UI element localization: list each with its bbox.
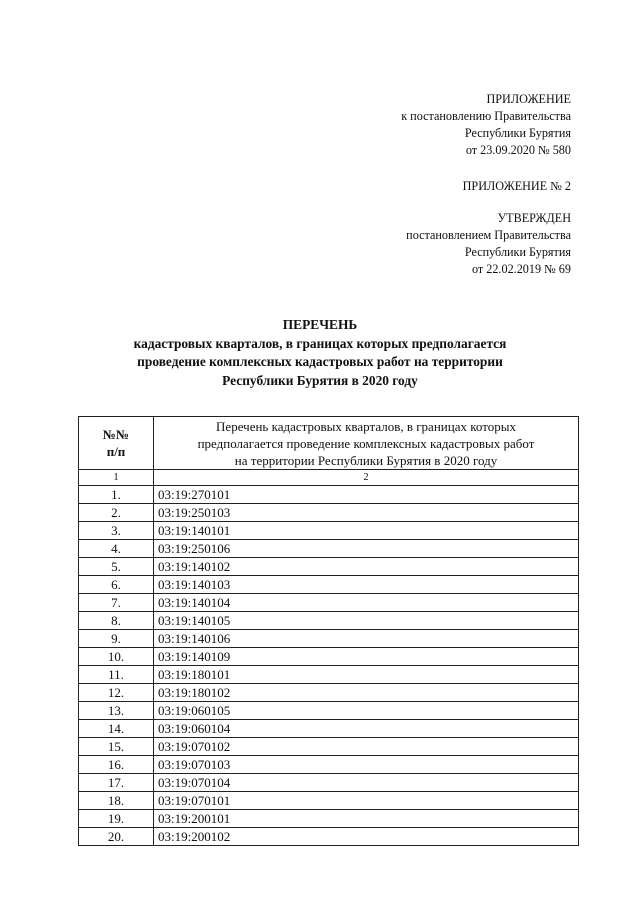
table-row bbox=[79, 576, 579, 594]
table-row bbox=[79, 594, 579, 612]
table-row bbox=[79, 540, 579, 558]
row-number-cell: 14. bbox=[79, 720, 154, 738]
table-row bbox=[79, 828, 579, 846]
cadastral-code-cell: 03:19:070104 bbox=[154, 774, 579, 792]
cadastral-code-cell: 03:19:060105 bbox=[154, 702, 579, 720]
table-row bbox=[79, 504, 579, 522]
row-number-cell: 6. bbox=[79, 576, 154, 594]
cadastral-code-cell: 03:19:180102 bbox=[154, 684, 579, 702]
cadastral-code-cell: 03:19:070102 bbox=[154, 738, 579, 756]
row-number-cell: 13. bbox=[79, 702, 154, 720]
row-number-cell: 20. bbox=[79, 828, 154, 846]
column-number-2: 2 bbox=[154, 470, 579, 486]
row-number-cell: 4. bbox=[79, 540, 154, 558]
row-number-cell: 12. bbox=[79, 684, 154, 702]
approved-block bbox=[406, 210, 571, 278]
appendix-block bbox=[401, 91, 571, 159]
cadastral-quarters-table bbox=[78, 416, 579, 846]
cadastral-code-cell: 03:19:060104 bbox=[154, 720, 579, 738]
table-row bbox=[79, 684, 579, 702]
column-number-row bbox=[79, 470, 579, 486]
table-row bbox=[79, 792, 579, 810]
column-header-quarters-line-2: предполагается проведение комплексных кадастровых работ bbox=[197, 435, 535, 451]
appendix-2-block bbox=[463, 178, 571, 195]
row-number-cell: 8. bbox=[79, 612, 154, 630]
table-row bbox=[79, 612, 579, 630]
row-number-cell: 5. bbox=[79, 558, 154, 576]
cadastral-code-cell: 03:19:250103 bbox=[154, 504, 579, 522]
table-header-row bbox=[79, 417, 579, 470]
table-row bbox=[79, 522, 579, 540]
document-title-line-4: Республики Бурятия в 2020 году bbox=[222, 372, 418, 388]
appendix-2-title: ПРИЛОЖЕНИЕ № 2 bbox=[462, 179, 571, 193]
cadastral-code-cell: 03:19:200102 bbox=[154, 828, 579, 846]
column-header-number-line-1: №№ bbox=[102, 427, 130, 442]
row-number-cell: 7. bbox=[79, 594, 154, 612]
cadastral-code-cell: 03:19:140106 bbox=[154, 630, 579, 648]
appendix-line-3: от 23.09.2020 № 580 bbox=[465, 143, 571, 157]
column-header-quarters-line-3: на территории Республики Бурятия в 2020 году bbox=[234, 452, 498, 468]
row-number-cell: 11. bbox=[79, 666, 154, 684]
document-title-line-2: кадастровых кварталов, в границах которых предполагается bbox=[133, 335, 507, 351]
document-title-line-1: ПЕРЕЧЕНЬ bbox=[282, 317, 358, 332]
row-number-cell: 18. bbox=[79, 792, 154, 810]
table-row bbox=[79, 810, 579, 828]
column-header-number bbox=[79, 417, 154, 470]
table-row bbox=[79, 756, 579, 774]
table-row bbox=[79, 648, 579, 666]
table-row bbox=[79, 720, 579, 738]
cadastral-code-cell: 03:19:140105 bbox=[154, 612, 579, 630]
document-title bbox=[0, 316, 640, 390]
row-number-cell: 9. bbox=[79, 630, 154, 648]
cadastral-code-cell: 03:19:270101 bbox=[154, 486, 579, 504]
column-header-quarters bbox=[154, 417, 579, 470]
table-row bbox=[79, 702, 579, 720]
row-number-cell: 1. bbox=[79, 486, 154, 504]
appendix-line-2: Республики Бурятия bbox=[464, 126, 571, 140]
cadastral-code-cell: 03:19:140109 bbox=[154, 648, 579, 666]
table-row bbox=[79, 486, 579, 504]
appendix-title: ПРИЛОЖЕНИЕ bbox=[486, 92, 571, 106]
row-number-cell: 10. bbox=[79, 648, 154, 666]
cadastral-code-cell: 03:19:250106 bbox=[154, 540, 579, 558]
row-number-cell: 16. bbox=[79, 756, 154, 774]
table-row bbox=[79, 558, 579, 576]
column-number-1: 1 bbox=[79, 470, 154, 486]
row-number-cell: 3. bbox=[79, 522, 154, 540]
document-title-line-3: проведение комплексных кадастровых работ на территории bbox=[137, 354, 503, 370]
table-row bbox=[79, 666, 579, 684]
approved-line-3: от 22.02.2019 № 69 bbox=[471, 262, 571, 276]
row-number-cell: 15. bbox=[79, 738, 154, 756]
column-header-number-line-2: п/п bbox=[106, 444, 126, 459]
cadastral-code-cell: 03:19:140103 bbox=[154, 576, 579, 594]
row-number-cell: 17. bbox=[79, 774, 154, 792]
cadastral-code-cell: 03:19:070103 bbox=[154, 756, 579, 774]
row-number-cell: 19. bbox=[79, 810, 154, 828]
row-number-cell: 2. bbox=[79, 504, 154, 522]
cadastral-code-cell: 03:19:070101 bbox=[154, 792, 579, 810]
cadastral-code-cell: 03:19:140102 bbox=[154, 558, 579, 576]
cadastral-code-cell: 03:19:140101 bbox=[154, 522, 579, 540]
table-row bbox=[79, 630, 579, 648]
approved-title: УТВЕРЖДЕН bbox=[497, 211, 571, 225]
table-row bbox=[79, 774, 579, 792]
appendix-line-1: к постановлению Правительства bbox=[401, 109, 571, 123]
approved-line-1: постановлением Правительства bbox=[406, 228, 571, 242]
cadastral-code-cell: 03:19:200101 bbox=[154, 810, 579, 828]
column-header-quarters-line-1: Перечень кадастровых кварталов, в границах которых bbox=[216, 418, 516, 434]
approved-line-2: Республики Бурятия bbox=[464, 245, 571, 259]
cadastral-code-cell: 03:19:140104 bbox=[154, 594, 579, 612]
table-row bbox=[79, 738, 579, 756]
cadastral-code-cell: 03:19:180101 bbox=[154, 666, 579, 684]
